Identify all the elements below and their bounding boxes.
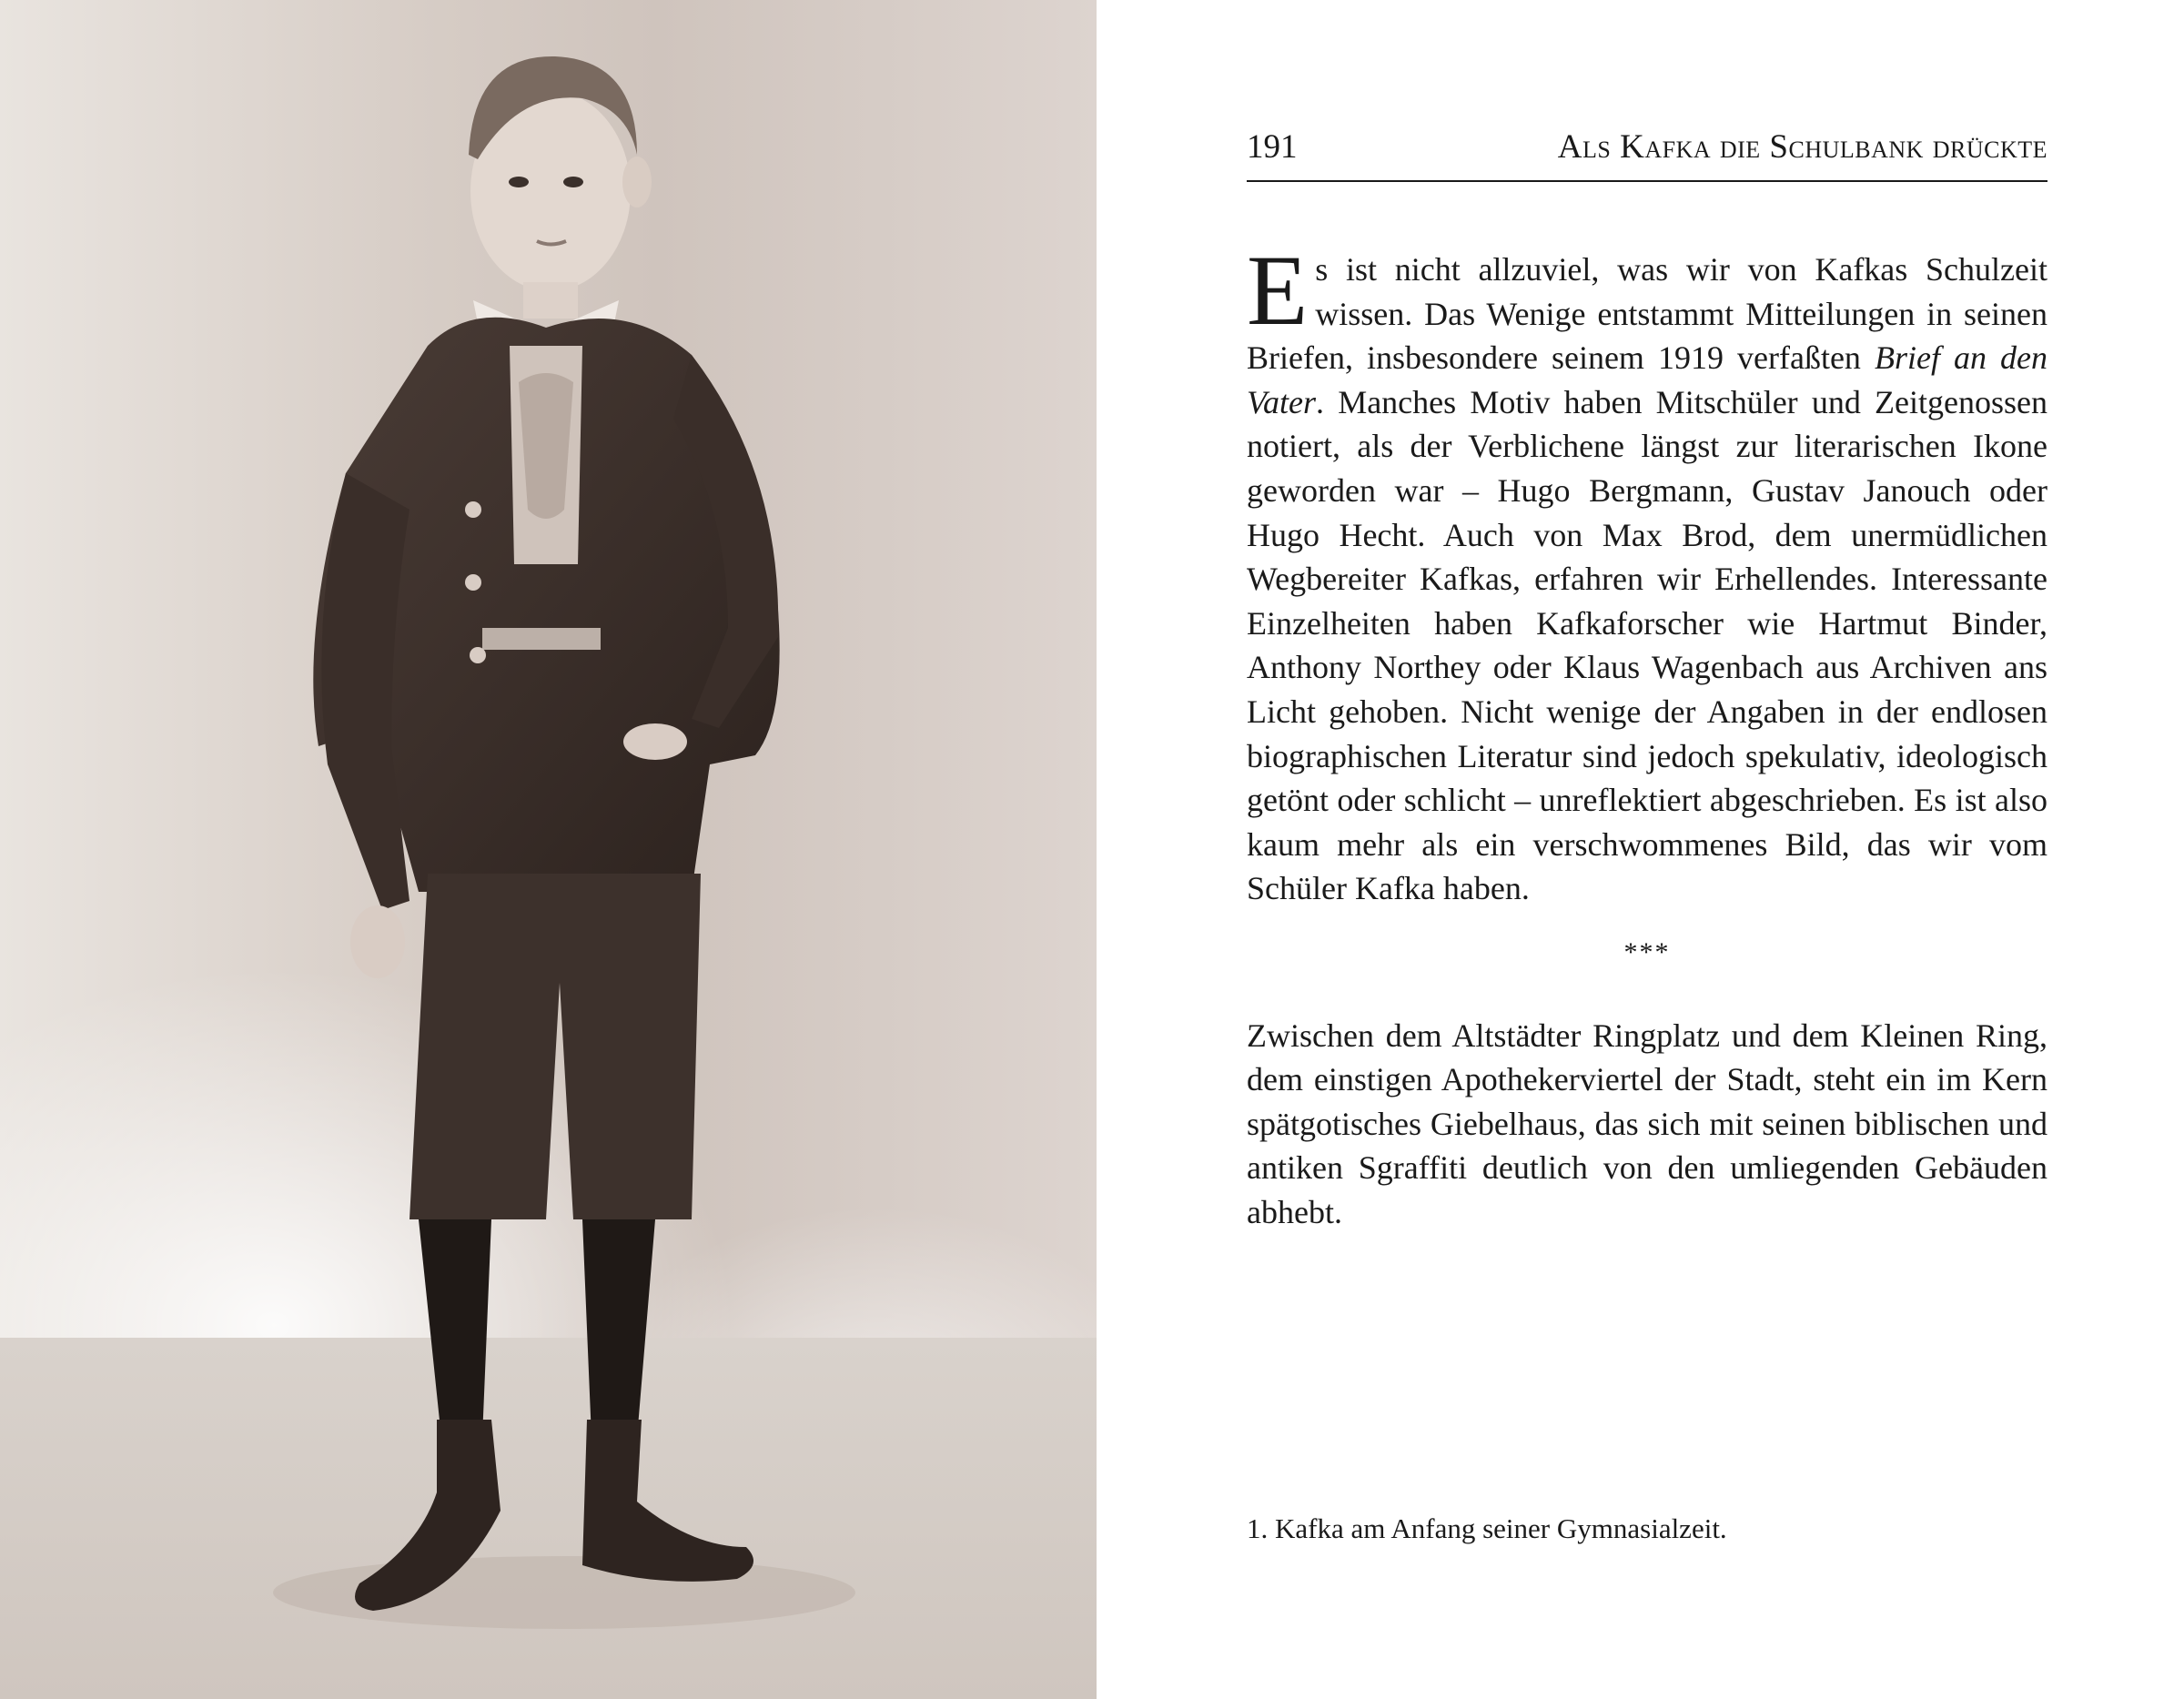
book-title-italic: Brief an den Vater	[1247, 339, 2048, 420]
body-text	[1247, 235, 2048, 1234]
drop-cap: E	[1247, 235, 1309, 346]
figure-caption: 1. Kafka am Anfang seiner Gymnasialzeit.	[1247, 1512, 1727, 1544]
text-page	[1247, 0, 2048, 1699]
paragraph-2: Zwischen dem Altstädter Ringplatz und dem Kleinen Ring, dem einstigen Apothekerviertel der Stadt, steht ein im Kern spätgotisches Giebelhaus, das sich mit seinen biblischen und antiken Sgraffiti deutlich von den umliegenden Gebäuden abhebt.	[1247, 1016, 2048, 1230]
running-title: Als Kafka die Schulbank drückte	[1557, 128, 2048, 166]
paragraph-1	[1247, 235, 2048, 911]
page-number: 191	[1247, 128, 1298, 166]
paragraph-1-part-1: s ist nicht allzuviel, was wir von Kafkas Schulzeit wissen. Das Wenige entstammt Mitteilungen in seinen Briefen, insbesondere seinem 1919 verfaßten	[1247, 251, 2048, 377]
paragraph-1-part-2: . Manches Motiv haben Mitschüler und Zeitgenossen notiert, als der Verblichene längst zur literarischen Ikone geworden war – Hugo Bergmann, Gustav Janouch oder Hugo Hecht. Auch von Max Brod, dem unermüdlichen Wegbereiter Kafkas, erfahren wir Erhellendes. Interessante Einzelheiten haben Kafkaforscher wie Hartmut Binder, Anthony Northey oder Klaus Wagenbach aus Archiven ans Licht gehoben. Nicht wenige der Angaben in der endlosen biographischen Literatur sind jedoch spekulativ, ideologisch getönt oder schlicht – unreflektiert abgeschrieben. Es ist also kaum mehr als ein verschwommenes Bild, das wir vom Schüler Kafka haben.	[1247, 383, 2048, 907]
section-separator: ***	[1623, 936, 1671, 967]
page-header	[1247, 124, 2048, 182]
